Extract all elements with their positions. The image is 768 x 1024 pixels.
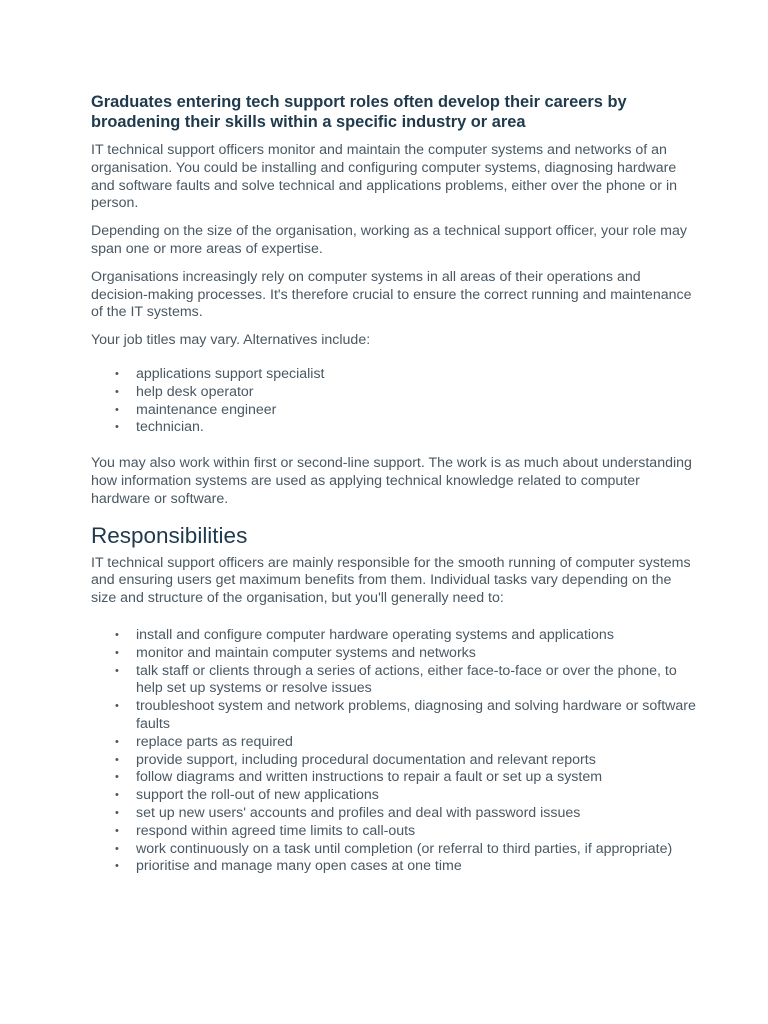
list-item [115,698,698,734]
list-item-text: maintenance engineer [136,401,277,418]
list-item-text: provide support, including procedural documentation and relevant reports [136,751,596,768]
list-item-text: monitor and maintain computer systems and networks [136,644,476,661]
bullet-icon: • [115,806,119,819]
list-item [115,733,698,752]
list-item [115,751,698,770]
bullet-icon: • [115,735,119,748]
responsibilities-intro: IT technical support officers are mainly responsible for the smooth running of computer systems and ensuring users get maximum benefits from them. Individual tasks vary depending on the size and structure of the organisation, but you'll generally need to: [91,554,691,607]
list-item [115,401,698,420]
job-titles-lead: Your job titles may vary. Alternatives include: [91,332,371,349]
list-item-text: replace parts as required [136,733,293,750]
list-item-text: help desk operator [136,383,254,400]
list-item-text: follow diagrams and written instructions to repair a fault or set up a system [136,769,603,786]
bullet-icon: • [115,367,119,380]
list-item [115,787,698,805]
intro-paragraph: Depending on the size of the organisation, working as a technical support officer, your role may span one or more areas of expertise. [91,223,687,257]
job-titles-list [91,366,698,437]
page-headline: Graduates entering tech support roles often develop their careers by broadening their skills within a specific industry or area [91,93,627,131]
list-item [115,644,698,663]
support-paragraph: You may also work within first or second-line support. The work is as much about understanding how information systems are used as applying technical knowledge related to computer hardware or software. [91,455,692,507]
list-item [115,858,698,876]
intro-paragraph: IT technical support officers monitor and maintain the computer systems and networks of an organisation. You could be installing and configuring computer systems, diagnosing hardware and software faults and solve technical and applications problems, either over the phone or in person. [91,142,677,212]
bullet-icon: • [115,700,119,713]
list-item [115,662,698,699]
bullet-icon: • [115,789,119,802]
list-item-text: applications support specialist [136,365,325,382]
list-item-text: technician. [136,419,204,436]
list-item-text: install and configure computer hardware operating systems and applications [136,626,614,643]
list-item [115,383,698,402]
list-item [115,769,698,787]
list-item-text: support the roll-out of new applications [136,787,379,804]
bullet-icon: • [115,403,119,416]
list-item [115,419,698,437]
list-item-text: troubleshoot system and network problems, diagnosing and solving hardware or software faults [136,698,696,732]
list-item-text: set up new users' accounts and profiles and deal with password issues [136,804,581,821]
list-item-text: respond within agreed time limits to call-outs [136,822,416,839]
bullet-icon: • [115,385,119,398]
bullet-icon: • [115,421,119,434]
bullet-icon: • [115,664,119,677]
list-item [115,626,698,645]
list-item-text: work continuously on a task until completion (or referral to third parties, if appropriate) [136,840,673,857]
responsibilities-list [91,627,698,876]
list-item [115,804,698,823]
bullet-icon: • [115,646,119,659]
list-item-text: prioritise and manage many open cases at one time [136,858,462,875]
bullet-icon: • [115,771,119,784]
bullet-icon: • [115,860,119,873]
responsibilities-heading: Responsibilities [91,522,248,548]
bullet-icon: • [115,753,119,766]
list-item [115,822,698,841]
list-item [115,365,698,384]
intro-paragraph: Organisations increasingly rely on computer systems in all areas of their operations and decision-making processes. It's therefore crucial to ensure the correct running and maintenance of the IT systems. [91,268,692,321]
bullet-icon: • [115,824,119,837]
bullet-icon: • [115,628,119,641]
list-item [115,840,698,859]
list-item-text: talk staff or clients through a series of actions, either face-to-face or over the phone, to help set up systems or resolve issues [136,662,677,697]
bullet-icon: • [115,842,119,855]
